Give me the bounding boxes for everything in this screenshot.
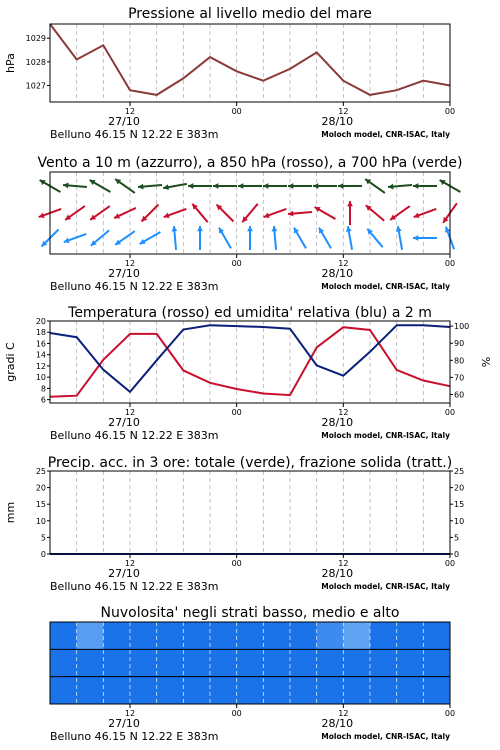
wind-arrow-head — [288, 211, 294, 217]
cloud-cell — [77, 677, 104, 705]
cloud-cell — [157, 649, 184, 677]
plot-frame — [50, 24, 450, 102]
wind-arrow-head — [213, 183, 218, 189]
y-axis-label: hPa — [4, 53, 17, 73]
series-line — [50, 24, 450, 95]
wind-arrow-head — [413, 183, 418, 189]
x-tick-label: 00 — [231, 408, 242, 417]
cloud-cell — [263, 622, 290, 650]
cloud-cell — [77, 649, 104, 677]
series-line — [50, 327, 450, 397]
source-label: Moloch model, CNR-ISAC, Italy — [321, 431, 450, 440]
cloud-cell — [397, 677, 424, 705]
wind-arrow-head — [263, 183, 268, 189]
location-label: Belluno 46.15 N 12.22 E 383m — [50, 280, 219, 293]
cloud-cell — [370, 649, 397, 677]
x-tick-label: 12 — [124, 408, 136, 417]
cloud-cell — [130, 649, 157, 677]
y-tick-label: 25 — [35, 467, 46, 476]
panel-4 — [4, 455, 464, 593]
location-label: Belluno 46.15 N 12.22 E 383m — [50, 128, 219, 141]
panel-2 — [37, 155, 462, 293]
date-label: 27/10 — [108, 567, 140, 580]
cloud-cell — [210, 622, 237, 650]
y-tick-label: 5 — [40, 533, 46, 543]
cloud-cell — [50, 649, 77, 677]
x-tick-label: 12 — [338, 259, 349, 268]
y-tick-label: 1029 — [25, 34, 46, 44]
y-tick-label-right: 10 — [454, 516, 465, 526]
x-tick-label: 12 — [338, 709, 349, 718]
panel-5 — [50, 605, 455, 743]
date-label: 28/10 — [321, 115, 354, 128]
panel-title: Nuvolosita' negli strati basso, medio e alto — [100, 605, 400, 621]
cloud-cell — [130, 677, 157, 705]
x-tick-label: 00 — [231, 259, 242, 268]
plot-frame — [50, 471, 450, 554]
cloud-cell — [50, 622, 77, 650]
wind-arrow-head — [338, 183, 343, 189]
y-tick-label: 18 — [35, 328, 46, 338]
date-label: 27/10 — [108, 115, 140, 128]
y-tick-label: 0 — [40, 550, 46, 559]
source-label: Moloch model, CNR-ISAC, Italy — [321, 732, 450, 741]
cloud-cell — [237, 622, 264, 650]
cloud-cell — [343, 677, 370, 705]
cloud-cell — [317, 649, 344, 677]
y-tick-label-right: 60 — [454, 390, 465, 400]
y-tick-label-right: 80 — [454, 356, 465, 366]
x-tick-label: 12 — [338, 107, 349, 116]
cloud-cell — [130, 622, 157, 650]
cloud-cell — [77, 622, 104, 650]
wind-arrow-head — [238, 183, 243, 189]
x-tick-label: 00 — [444, 559, 456, 568]
x-tick-label: 00 — [231, 709, 242, 718]
wind-arrow-head — [63, 183, 69, 189]
cloud-cell — [317, 677, 344, 705]
cloud-cell — [103, 622, 130, 650]
x-tick-label: 12 — [124, 559, 136, 568]
date-label: 27/10 — [108, 267, 140, 280]
y-tick-label-right: 90 — [454, 339, 465, 349]
cloud-cell — [290, 649, 317, 677]
y-tick-label: 1027 — [25, 81, 46, 91]
panel-title: Pressione al livello medio del mare — [128, 6, 372, 22]
x-tick-label: 00 — [444, 408, 456, 417]
x-tick-label: 00 — [231, 559, 242, 568]
date-label: 28/10 — [321, 267, 354, 280]
y-axis-label: mm — [4, 501, 17, 524]
cloud-cell — [423, 622, 450, 650]
location-label: Belluno 46.15 N 12.22 E 383m — [50, 429, 219, 442]
cloud-cell — [237, 677, 264, 705]
y-tick-label-right: 70 — [454, 373, 465, 383]
cloud-cell — [290, 677, 317, 705]
wind-arrow-head — [288, 183, 293, 189]
cloud-cell — [263, 649, 290, 677]
date-label: 28/10 — [321, 567, 354, 580]
y-tick-label-right: 5 — [454, 533, 460, 543]
cloud-cell — [210, 649, 237, 677]
cloud-cell — [370, 677, 397, 705]
cloud-cell — [343, 649, 370, 677]
y-tick-label: 15 — [35, 500, 46, 510]
y-tick-label: 14 — [35, 350, 46, 360]
cloud-cell — [103, 677, 130, 705]
x-tick-label: 00 — [444, 107, 456, 116]
cloud-cell — [263, 677, 290, 705]
cloud-cell — [157, 622, 184, 650]
x-tick-label: 12 — [124, 259, 136, 268]
cloud-cell — [183, 622, 210, 650]
x-tick-label: 12 — [124, 709, 136, 718]
y-tick-label-right: 25 — [454, 467, 465, 476]
wind-arrow-head — [172, 226, 178, 232]
wind-arrow-head — [313, 183, 318, 189]
y-tick-label: 10 — [35, 516, 46, 526]
y-axis-label: gradi C — [4, 342, 17, 382]
source-label: Moloch model, CNR-ISAC, Italy — [321, 582, 450, 591]
y-tick-label: 20 — [35, 483, 46, 493]
cloud-cell — [343, 622, 370, 650]
y-tick-label: 12 — [35, 361, 46, 371]
y-axis-label-right: % — [480, 356, 493, 368]
y-tick-label: 1028 — [25, 57, 46, 67]
y-tick-label: 10 — [35, 373, 46, 383]
cloud-cell — [397, 649, 424, 677]
x-tick-label: 12 — [338, 559, 349, 568]
cloud-cell — [317, 622, 344, 650]
x-tick-label: 00 — [231, 107, 242, 116]
location-label: Belluno 46.15 N 12.22 E 383m — [50, 730, 219, 743]
date-label: 28/10 — [321, 416, 354, 429]
panel-title: Vento a 10 m (azzurro), a 850 hPa (rosso), a 700 hPa (verde) — [37, 155, 463, 171]
y-tick-label-right: 100 — [454, 322, 470, 332]
y-tick-label: 6 — [40, 395, 46, 405]
wind-arrow-head — [388, 184, 394, 190]
cloud-cell — [157, 677, 184, 705]
location-label: Belluno 46.15 N 12.22 E 383m — [50, 580, 219, 593]
cloud-cell — [237, 649, 264, 677]
panel-3 — [4, 305, 493, 442]
source-label: Moloch model, CNR-ISAC, Italy — [321, 282, 450, 291]
cloud-cell — [423, 677, 450, 705]
x-tick-label: 12 — [124, 107, 136, 116]
y-tick-label-right: 15 — [454, 500, 465, 510]
panel-title: Temperatura (rosso) ed umidita' relativa (blu) a 2 m — [68, 305, 432, 321]
cloud-cell — [423, 649, 450, 677]
y-tick-label-right: 20 — [454, 483, 465, 493]
x-tick-label: 00 — [444, 259, 456, 268]
date-label: 27/10 — [108, 416, 140, 429]
cloud-cell — [210, 677, 237, 705]
wind-arrow-head — [247, 226, 253, 231]
x-tick-label: 00 — [444, 709, 456, 718]
y-tick-label: 8 — [40, 384, 46, 394]
cloud-cell — [183, 677, 210, 705]
source-label: Moloch model, CNR-ISAC, Italy — [321, 130, 450, 139]
cloud-cell — [103, 649, 130, 677]
y-tick-label: 20 — [35, 317, 46, 326]
cloud-cell — [397, 622, 424, 650]
wind-arrow-head — [272, 226, 278, 232]
wind-arrow-head — [138, 184, 144, 190]
date-label: 27/10 — [108, 717, 140, 730]
x-tick-label: 12 — [338, 408, 349, 417]
cloud-cell — [290, 622, 317, 650]
y-tick-label-right: 0 — [454, 550, 460, 559]
cloud-cell — [183, 649, 210, 677]
panel-1 — [4, 6, 455, 141]
wind-arrow-head — [188, 183, 193, 189]
wind-arrow-head — [197, 226, 203, 231]
cloud-cell — [50, 677, 77, 705]
wind-arrow-head — [413, 235, 418, 241]
y-tick-label: 16 — [35, 339, 46, 349]
date-label: 28/10 — [321, 717, 354, 730]
cloud-cell — [370, 622, 397, 650]
panel-title: Precip. acc. in 3 ore: totale (verde), frazione solida (tratt.) — [47, 455, 453, 471]
wind-arrow-head — [347, 201, 353, 206]
